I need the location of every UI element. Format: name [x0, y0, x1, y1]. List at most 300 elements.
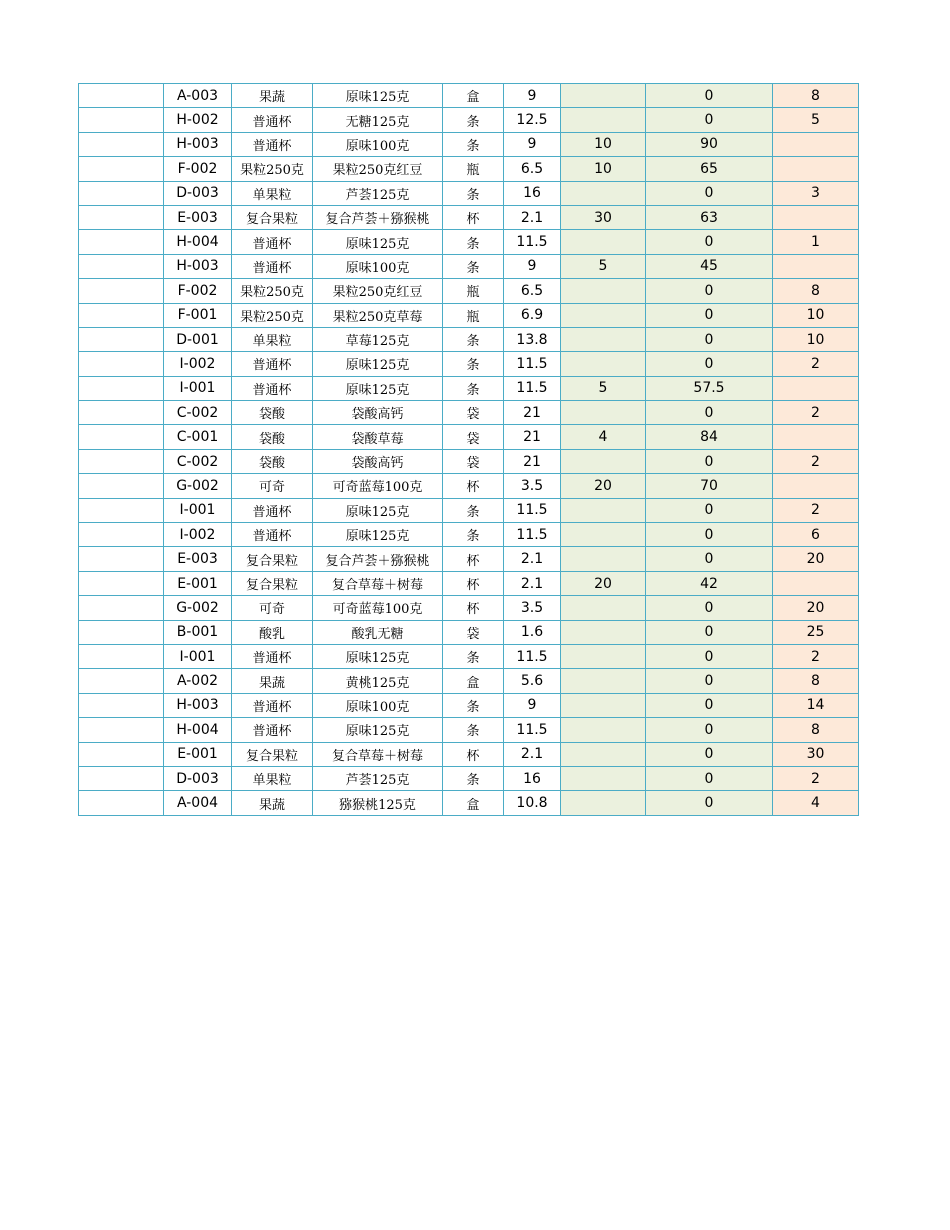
table-row	[79, 279, 859, 303]
cell-unit[interactable]: 盒	[443, 669, 504, 693]
cell-inbound-qty[interactable]	[561, 791, 646, 815]
cell-inbound-qty[interactable]	[561, 181, 646, 205]
cell-price[interactable]: 16	[504, 766, 561, 790]
cell-price[interactable]: 9	[504, 84, 561, 108]
cell-amount[interactable]: 90	[646, 132, 773, 156]
table-row	[79, 620, 859, 644]
cell-amount[interactable]: 0	[646, 279, 773, 303]
cell-code[interactable]: I-001	[164, 376, 232, 400]
cell-code[interactable]: D-001	[164, 327, 232, 351]
cell-category[interactable]: 可奇	[232, 474, 313, 498]
cell-amount[interactable]: 65	[646, 157, 773, 181]
cell-product[interactable]: 复合草莓＋树莓	[313, 571, 443, 595]
cell-amount[interactable]: 0	[646, 449, 773, 473]
cell-unit[interactable]: 袋	[443, 425, 504, 449]
cell-price[interactable]: 2.1	[504, 742, 561, 766]
cell-category[interactable]: 可奇	[232, 596, 313, 620]
cell-product[interactable]: 可奇蓝莓100克	[313, 474, 443, 498]
cell-code[interactable]: E-001	[164, 571, 232, 595]
cell-price[interactable]: 2.1	[504, 547, 561, 571]
cell-inbound-qty[interactable]	[561, 742, 646, 766]
cell-price[interactable]: 1.6	[504, 620, 561, 644]
cell-blank[interactable]	[79, 547, 164, 571]
cell-unit[interactable]: 条	[443, 352, 504, 376]
cell-category[interactable]: 单果粒	[232, 766, 313, 790]
cell-outbound-qty[interactable]	[773, 571, 859, 595]
cell-inbound-qty[interactable]: 5	[561, 254, 646, 278]
table-row	[79, 84, 859, 108]
cell-blank[interactable]	[79, 230, 164, 254]
table-row	[79, 596, 859, 620]
cell-product[interactable]: 原味125克	[313, 644, 443, 668]
cell-price[interactable]: 11.5	[504, 230, 561, 254]
cell-price[interactable]: 16	[504, 181, 561, 205]
cell-amount[interactable]: 0	[646, 327, 773, 351]
cell-outbound-qty[interactable]: 10	[773, 327, 859, 351]
cell-category[interactable]: 袋酸	[232, 449, 313, 473]
cell-unit[interactable]: 瓶	[443, 279, 504, 303]
cell-code[interactable]: A-003	[164, 84, 232, 108]
cell-price[interactable]: 13.8	[504, 327, 561, 351]
cell-category[interactable]: 果粒250克	[232, 303, 313, 327]
cell-amount[interactable]: 0	[646, 108, 773, 132]
cell-product[interactable]: 无糖125克	[313, 108, 443, 132]
cell-blank[interactable]	[79, 157, 164, 181]
cell-product[interactable]: 果粒250克红豆	[313, 279, 443, 303]
cell-unit[interactable]: 袋	[443, 449, 504, 473]
cell-outbound-qty[interactable]: 2	[773, 352, 859, 376]
cell-category[interactable]: 袋酸	[232, 401, 313, 425]
cell-blank[interactable]	[79, 108, 164, 132]
table-row	[79, 425, 859, 449]
cell-inbound-qty[interactable]	[561, 84, 646, 108]
cell-inbound-qty[interactable]	[561, 449, 646, 473]
cell-price[interactable]: 2.1	[504, 571, 561, 595]
table-row	[79, 157, 859, 181]
cell-category[interactable]: 果粒250克	[232, 157, 313, 181]
cell-category[interactable]: 袋酸	[232, 425, 313, 449]
cell-amount[interactable]: 0	[646, 352, 773, 376]
cell-product[interactable]: 袋酸高钙	[313, 449, 443, 473]
cell-blank[interactable]	[79, 376, 164, 400]
cell-unit[interactable]: 条	[443, 523, 504, 547]
cell-category[interactable]: 复合果粒	[232, 547, 313, 571]
cell-amount[interactable]: 0	[646, 181, 773, 205]
cell-product[interactable]: 原味125克	[313, 230, 443, 254]
cell-blank[interactable]	[79, 596, 164, 620]
cell-outbound-qty[interactable]	[773, 376, 859, 400]
cell-inbound-qty[interactable]: 4	[561, 425, 646, 449]
cell-amount[interactable]: 0	[646, 303, 773, 327]
cell-inbound-qty[interactable]	[561, 669, 646, 693]
cell-unit[interactable]: 盒	[443, 84, 504, 108]
cell-blank[interactable]	[79, 132, 164, 156]
cell-unit[interactable]: 条	[443, 254, 504, 278]
cell-amount[interactable]: 0	[646, 498, 773, 522]
table-row	[79, 523, 859, 547]
cell-product[interactable]: 原味100克	[313, 254, 443, 278]
cell-blank[interactable]	[79, 742, 164, 766]
cell-unit[interactable]: 条	[443, 230, 504, 254]
cell-product[interactable]: 复合草莓＋树莓	[313, 742, 443, 766]
cell-product[interactable]: 猕猴桃125克	[313, 791, 443, 815]
cell-price[interactable]: 9	[504, 693, 561, 717]
cell-product[interactable]: 果粒250克红豆	[313, 157, 443, 181]
cell-price[interactable]: 10.8	[504, 791, 561, 815]
cell-inbound-qty[interactable]	[561, 108, 646, 132]
cell-inbound-qty[interactable]: 20	[561, 474, 646, 498]
cell-unit[interactable]: 杯	[443, 474, 504, 498]
cell-price[interactable]: 5.6	[504, 669, 561, 693]
cell-outbound-qty[interactable]: 8	[773, 669, 859, 693]
cell-outbound-qty[interactable]	[773, 132, 859, 156]
cell-category[interactable]: 普通杯	[232, 230, 313, 254]
cell-category[interactable]: 单果粒	[232, 181, 313, 205]
cell-product[interactable]: 原味100克	[313, 693, 443, 717]
cell-code[interactable]: F-002	[164, 157, 232, 181]
cell-code[interactable]: H-003	[164, 132, 232, 156]
cell-inbound-qty[interactable]: 5	[561, 376, 646, 400]
cell-inbound-qty[interactable]	[561, 498, 646, 522]
cell-price[interactable]: 6.5	[504, 279, 561, 303]
cell-unit[interactable]: 条	[443, 327, 504, 351]
cell-code[interactable]: D-003	[164, 181, 232, 205]
cell-category[interactable]: 普通杯	[232, 523, 313, 547]
cell-unit[interactable]: 条	[443, 132, 504, 156]
cell-amount[interactable]: 0	[646, 644, 773, 668]
cell-unit[interactable]: 条	[443, 766, 504, 790]
cell-blank[interactable]	[79, 303, 164, 327]
cell-blank[interactable]	[79, 571, 164, 595]
cell-unit[interactable]: 杯	[443, 742, 504, 766]
table-row	[79, 376, 859, 400]
cell-amount[interactable]: 63	[646, 205, 773, 229]
cell-blank[interactable]	[79, 327, 164, 351]
cell-category[interactable]: 果粒250克	[232, 279, 313, 303]
cell-code[interactable]: F-001	[164, 303, 232, 327]
cell-outbound-qty[interactable]: 30	[773, 742, 859, 766]
cell-blank[interactable]	[79, 523, 164, 547]
cell-amount[interactable]: 0	[646, 791, 773, 815]
cell-unit[interactable]: 条	[443, 644, 504, 668]
cell-amount[interactable]: 0	[646, 230, 773, 254]
table-row	[79, 327, 859, 351]
cell-inbound-qty[interactable]	[561, 279, 646, 303]
cell-price[interactable]: 11.5	[504, 523, 561, 547]
cell-blank[interactable]	[79, 254, 164, 278]
cell-price[interactable]: 12.5	[504, 108, 561, 132]
cell-inbound-qty[interactable]	[561, 230, 646, 254]
cell-outbound-qty[interactable]	[773, 205, 859, 229]
cell-code[interactable]: D-003	[164, 766, 232, 790]
cell-code[interactable]: I-001	[164, 644, 232, 668]
cell-price[interactable]: 11.5	[504, 644, 561, 668]
cell-blank[interactable]	[79, 718, 164, 742]
cell-code[interactable]: C-002	[164, 449, 232, 473]
cell-price[interactable]: 9	[504, 132, 561, 156]
table-row	[79, 474, 859, 498]
cell-amount[interactable]: 0	[646, 693, 773, 717]
table-row	[79, 108, 859, 132]
cell-product[interactable]: 复合芦荟＋猕猴桃	[313, 547, 443, 571]
cell-code[interactable]: C-001	[164, 425, 232, 449]
cell-inbound-qty[interactable]	[561, 523, 646, 547]
cell-code[interactable]: G-002	[164, 474, 232, 498]
cell-amount[interactable]: 70	[646, 474, 773, 498]
table-row	[79, 401, 859, 425]
cell-product[interactable]: 黄桃125克	[313, 669, 443, 693]
cell-category[interactable]: 普通杯	[232, 376, 313, 400]
table-row	[79, 181, 859, 205]
cell-code[interactable]: E-003	[164, 547, 232, 571]
cell-category[interactable]: 复合果粒	[232, 205, 313, 229]
cell-unit[interactable]: 条	[443, 108, 504, 132]
table-row	[79, 303, 859, 327]
cell-amount[interactable]: 0	[646, 401, 773, 425]
cell-inbound-qty[interactable]	[561, 718, 646, 742]
cell-code[interactable]: I-002	[164, 352, 232, 376]
cell-price[interactable]: 21	[504, 449, 561, 473]
cell-outbound-qty[interactable]: 14	[773, 693, 859, 717]
cell-category[interactable]: 果蔬	[232, 669, 313, 693]
cell-unit[interactable]: 条	[443, 181, 504, 205]
cell-product[interactable]: 可奇蓝莓100克	[313, 596, 443, 620]
cell-code[interactable]: G-002	[164, 596, 232, 620]
table-row	[79, 571, 859, 595]
cell-amount[interactable]: 0	[646, 523, 773, 547]
table-row	[79, 205, 859, 229]
cell-amount[interactable]: 0	[646, 547, 773, 571]
cell-inbound-qty[interactable]	[561, 693, 646, 717]
cell-inbound-qty[interactable]: 20	[561, 571, 646, 595]
cell-blank[interactable]	[79, 791, 164, 815]
cell-category[interactable]: 普通杯	[232, 108, 313, 132]
cell-outbound-qty[interactable]: 20	[773, 596, 859, 620]
cell-code[interactable]: H-004	[164, 718, 232, 742]
cell-outbound-qty[interactable]: 2	[773, 766, 859, 790]
cell-outbound-qty[interactable]: 1	[773, 230, 859, 254]
cell-product[interactable]: 酸乳无糖	[313, 620, 443, 644]
table-row	[79, 644, 859, 668]
cell-inbound-qty[interactable]	[561, 766, 646, 790]
cell-outbound-qty[interactable]: 2	[773, 401, 859, 425]
cell-outbound-qty[interactable]: 3	[773, 181, 859, 205]
cell-price[interactable]: 11.5	[504, 376, 561, 400]
cell-inbound-qty[interactable]	[561, 596, 646, 620]
table-row	[79, 742, 859, 766]
cell-price[interactable]: 11.5	[504, 352, 561, 376]
table-row	[79, 547, 859, 571]
cell-category[interactable]: 果蔬	[232, 84, 313, 108]
cell-blank[interactable]	[79, 449, 164, 473]
table-row	[79, 352, 859, 376]
cell-product[interactable]: 袋酸高钙	[313, 401, 443, 425]
cell-code[interactable]: E-001	[164, 742, 232, 766]
cell-outbound-qty[interactable]: 10	[773, 303, 859, 327]
cell-inbound-qty[interactable]	[561, 303, 646, 327]
cell-code[interactable]: H-004	[164, 230, 232, 254]
cell-category[interactable]: 酸乳	[232, 620, 313, 644]
cell-price[interactable]: 3.5	[504, 596, 561, 620]
cell-product[interactable]: 原味125克	[313, 498, 443, 522]
cell-category[interactable]: 普通杯	[232, 644, 313, 668]
cell-unit[interactable]: 条	[443, 718, 504, 742]
table-row	[79, 498, 859, 522]
cell-unit[interactable]: 杯	[443, 205, 504, 229]
cell-inbound-qty[interactable]	[561, 547, 646, 571]
inventory-table	[78, 83, 859, 816]
cell-category[interactable]: 普通杯	[232, 498, 313, 522]
cell-code[interactable]: B-001	[164, 620, 232, 644]
table-row	[79, 132, 859, 156]
cell-outbound-qty[interactable]: 2	[773, 449, 859, 473]
cell-unit[interactable]: 条	[443, 693, 504, 717]
cell-price[interactable]: 21	[504, 425, 561, 449]
cell-category[interactable]: 果蔬	[232, 791, 313, 815]
cell-blank[interactable]	[79, 644, 164, 668]
table-body	[79, 84, 859, 816]
cell-category[interactable]: 单果粒	[232, 327, 313, 351]
cell-inbound-qty[interactable]	[561, 401, 646, 425]
cell-price[interactable]: 2.1	[504, 205, 561, 229]
cell-product[interactable]: 复合芦荟＋猕猴桃	[313, 205, 443, 229]
cell-blank[interactable]	[79, 693, 164, 717]
cell-amount[interactable]: 0	[646, 718, 773, 742]
cell-amount[interactable]: 0	[646, 766, 773, 790]
cell-blank[interactable]	[79, 352, 164, 376]
cell-blank[interactable]	[79, 279, 164, 303]
cell-code[interactable]: C-002	[164, 401, 232, 425]
cell-amount[interactable]: 84	[646, 425, 773, 449]
cell-outbound-qty[interactable]: 6	[773, 523, 859, 547]
cell-blank[interactable]	[79, 498, 164, 522]
cell-amount[interactable]: 42	[646, 571, 773, 595]
cell-product[interactable]: 原味125克	[313, 376, 443, 400]
cell-outbound-qty[interactable]: 8	[773, 718, 859, 742]
cell-outbound-qty[interactable]: 2	[773, 644, 859, 668]
cell-outbound-qty[interactable]	[773, 474, 859, 498]
cell-blank[interactable]	[79, 669, 164, 693]
cell-outbound-qty[interactable]: 4	[773, 791, 859, 815]
cell-unit[interactable]: 袋	[443, 401, 504, 425]
cell-unit[interactable]: 袋	[443, 620, 504, 644]
cell-unit[interactable]: 瓶	[443, 303, 504, 327]
cell-blank[interactable]	[79, 425, 164, 449]
cell-outbound-qty[interactable]: 2	[773, 498, 859, 522]
cell-inbound-qty[interactable]	[561, 644, 646, 668]
cell-inbound-qty[interactable]	[561, 352, 646, 376]
cell-inbound-qty[interactable]	[561, 620, 646, 644]
table-row	[79, 669, 859, 693]
cell-outbound-qty[interactable]: 5	[773, 108, 859, 132]
cell-outbound-qty[interactable]: 8	[773, 84, 859, 108]
cell-price[interactable]: 21	[504, 401, 561, 425]
cell-unit[interactable]: 瓶	[443, 157, 504, 181]
cell-outbound-qty[interactable]	[773, 254, 859, 278]
cell-code[interactable]: A-004	[164, 791, 232, 815]
cell-code[interactable]: H-003	[164, 693, 232, 717]
cell-product[interactable]: 原味125克	[313, 84, 443, 108]
cell-price[interactable]: 11.5	[504, 718, 561, 742]
cell-product[interactable]: 原味125克	[313, 718, 443, 742]
cell-product[interactable]: 草莓125克	[313, 327, 443, 351]
cell-unit[interactable]: 条	[443, 376, 504, 400]
cell-product[interactable]: 果粒250克草莓	[313, 303, 443, 327]
cell-blank[interactable]	[79, 620, 164, 644]
cell-inbound-qty[interactable]: 10	[561, 132, 646, 156]
cell-code[interactable]: I-001	[164, 498, 232, 522]
cell-price[interactable]: 3.5	[504, 474, 561, 498]
cell-product[interactable]: 原味125克	[313, 352, 443, 376]
cell-amount[interactable]: 0	[646, 596, 773, 620]
cell-price[interactable]: 6.9	[504, 303, 561, 327]
cell-product[interactable]: 原味125克	[313, 523, 443, 547]
cell-inbound-qty[interactable]: 30	[561, 205, 646, 229]
cell-blank[interactable]	[79, 84, 164, 108]
cell-price[interactable]: 11.5	[504, 498, 561, 522]
cell-blank[interactable]	[79, 205, 164, 229]
cell-unit[interactable]: 杯	[443, 571, 504, 595]
cell-product[interactable]: 芦荟125克	[313, 766, 443, 790]
cell-product[interactable]: 原味100克	[313, 132, 443, 156]
cell-amount[interactable]: 0	[646, 620, 773, 644]
cell-code[interactable]: F-002	[164, 279, 232, 303]
cell-outbound-qty[interactable]: 20	[773, 547, 859, 571]
cell-code[interactable]: E-003	[164, 205, 232, 229]
cell-code[interactable]: H-003	[164, 254, 232, 278]
cell-outbound-qty[interactable]: 8	[773, 279, 859, 303]
cell-unit[interactable]: 条	[443, 498, 504, 522]
cell-category[interactable]: 普通杯	[232, 352, 313, 376]
cell-inbound-qty[interactable]	[561, 327, 646, 351]
cell-amount[interactable]: 45	[646, 254, 773, 278]
cell-category[interactable]: 复合果粒	[232, 571, 313, 595]
cell-blank[interactable]	[79, 766, 164, 790]
table-row	[79, 791, 859, 815]
cell-blank[interactable]	[79, 181, 164, 205]
cell-code[interactable]: I-002	[164, 523, 232, 547]
cell-category[interactable]: 普通杯	[232, 693, 313, 717]
cell-outbound-qty[interactable]: 25	[773, 620, 859, 644]
cell-amount[interactable]: 0	[646, 669, 773, 693]
cell-unit[interactable]: 杯	[443, 547, 504, 571]
cell-category[interactable]: 普通杯	[232, 718, 313, 742]
cell-price[interactable]: 9	[504, 254, 561, 278]
cell-amount[interactable]: 0	[646, 742, 773, 766]
cell-product[interactable]: 袋酸草莓	[313, 425, 443, 449]
table-row	[79, 693, 859, 717]
cell-code[interactable]: A-002	[164, 669, 232, 693]
cell-category[interactable]: 普通杯	[232, 132, 313, 156]
table-row	[79, 254, 859, 278]
cell-blank[interactable]	[79, 401, 164, 425]
cell-category[interactable]: 复合果粒	[232, 742, 313, 766]
cell-amount[interactable]: 57.5	[646, 376, 773, 400]
cell-category[interactable]: 普通杯	[232, 254, 313, 278]
table-row	[79, 449, 859, 473]
cell-blank[interactable]	[79, 474, 164, 498]
table-row	[79, 230, 859, 254]
cell-amount[interactable]: 0	[646, 84, 773, 108]
cell-outbound-qty[interactable]	[773, 157, 859, 181]
cell-unit[interactable]: 盒	[443, 791, 504, 815]
cell-price[interactable]: 6.5	[504, 157, 561, 181]
cell-outbound-qty[interactable]	[773, 425, 859, 449]
cell-inbound-qty[interactable]: 10	[561, 157, 646, 181]
cell-unit[interactable]: 杯	[443, 596, 504, 620]
cell-product[interactable]: 芦荟125克	[313, 181, 443, 205]
cell-code[interactable]: H-002	[164, 108, 232, 132]
